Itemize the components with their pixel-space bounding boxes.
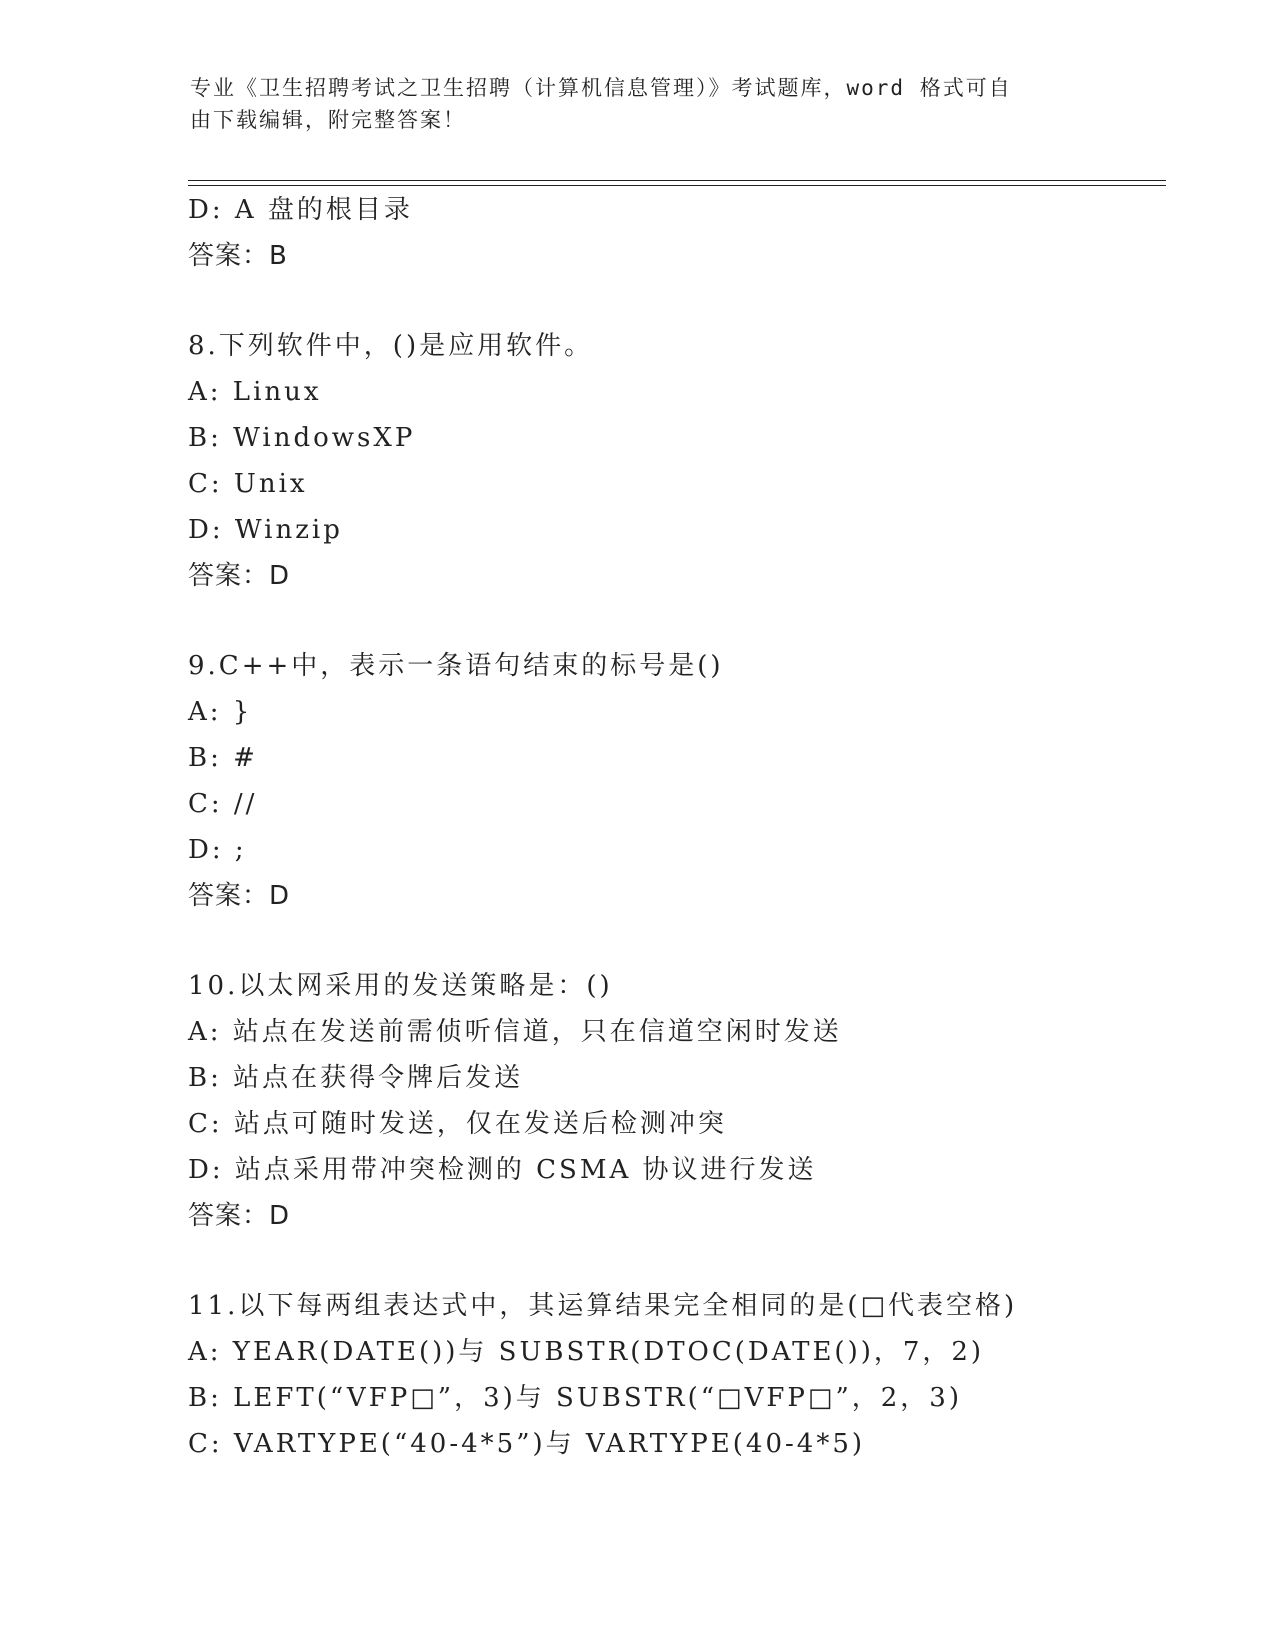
option-c: C: //: [188, 789, 258, 819]
option-c: C: Unix: [188, 469, 308, 499]
option-a: A: YEAR(DATE())与 SUBSTR(DTOC(DATE())，7，2): [188, 1337, 985, 1367]
question-8: [188, 323, 1168, 599]
option-d: D: 站点采用带冲突检测的 CSMA 协议进行发送: [188, 1155, 817, 1185]
question-stem: 8.下列软件中，()是应用软件。: [188, 331, 594, 361]
answer-line: 答案：D: [188, 561, 291, 591]
option-d: D: Winzip: [188, 515, 343, 545]
header-divider-top: [188, 180, 1166, 181]
option-b: B: WindowsXP: [188, 423, 416, 453]
header-line-1: 专业《卫生招聘考试之卫生招聘（计算机信息管理）》考试题库，word 格式可自: [190, 76, 1012, 100]
option-a: A: 站点在发送前需侦听信道，只在信道空闲时发送: [188, 1017, 842, 1047]
option-a: A: }: [188, 697, 253, 727]
header-line-2: 由下载编辑，附完整答案！: [190, 108, 466, 132]
option-b: B: #: [188, 743, 258, 773]
question-gap: [188, 599, 1168, 643]
question-gap: [188, 279, 1168, 323]
question-gap: [188, 919, 1168, 963]
document-header: [190, 72, 1090, 136]
question-stem: 11.以下每两组表达式中，其运算结果完全相同的是(□代表空格): [188, 1291, 1018, 1321]
option-b: B: LEFT(“VFP□”，3)与 SUBSTR(“□VFP□”，2，3): [188, 1383, 962, 1413]
answer-line: 答案：B: [188, 241, 288, 271]
header-divider-bottom: [188, 185, 1166, 186]
answer-line: 答案：D: [188, 1201, 291, 1231]
question-list: [188, 187, 1168, 1467]
answer-line: 答案：D: [188, 881, 291, 911]
option-a: A: Linux: [188, 377, 322, 407]
option-c: C: VARTYPE(“40-4*5”)与 VARTYPE(40-4*5): [188, 1429, 866, 1459]
option-b: B: 站点在获得令牌后发送: [188, 1063, 524, 1093]
question-gap: [188, 1239, 1168, 1283]
question-stem: 10.以太网采用的发送策略是：(): [188, 971, 613, 1001]
question-stem: 9.C++中，表示一条语句结束的标号是(): [188, 651, 724, 681]
option-d: D: ;: [188, 835, 247, 865]
option-c: C: 站点可随时发送，仅在发送后检测冲突: [188, 1109, 727, 1139]
question-9: [188, 643, 1168, 919]
option-d: D: A 盘的根目录: [188, 195, 413, 225]
question-11: [188, 1283, 1168, 1467]
question-10: [188, 963, 1168, 1239]
